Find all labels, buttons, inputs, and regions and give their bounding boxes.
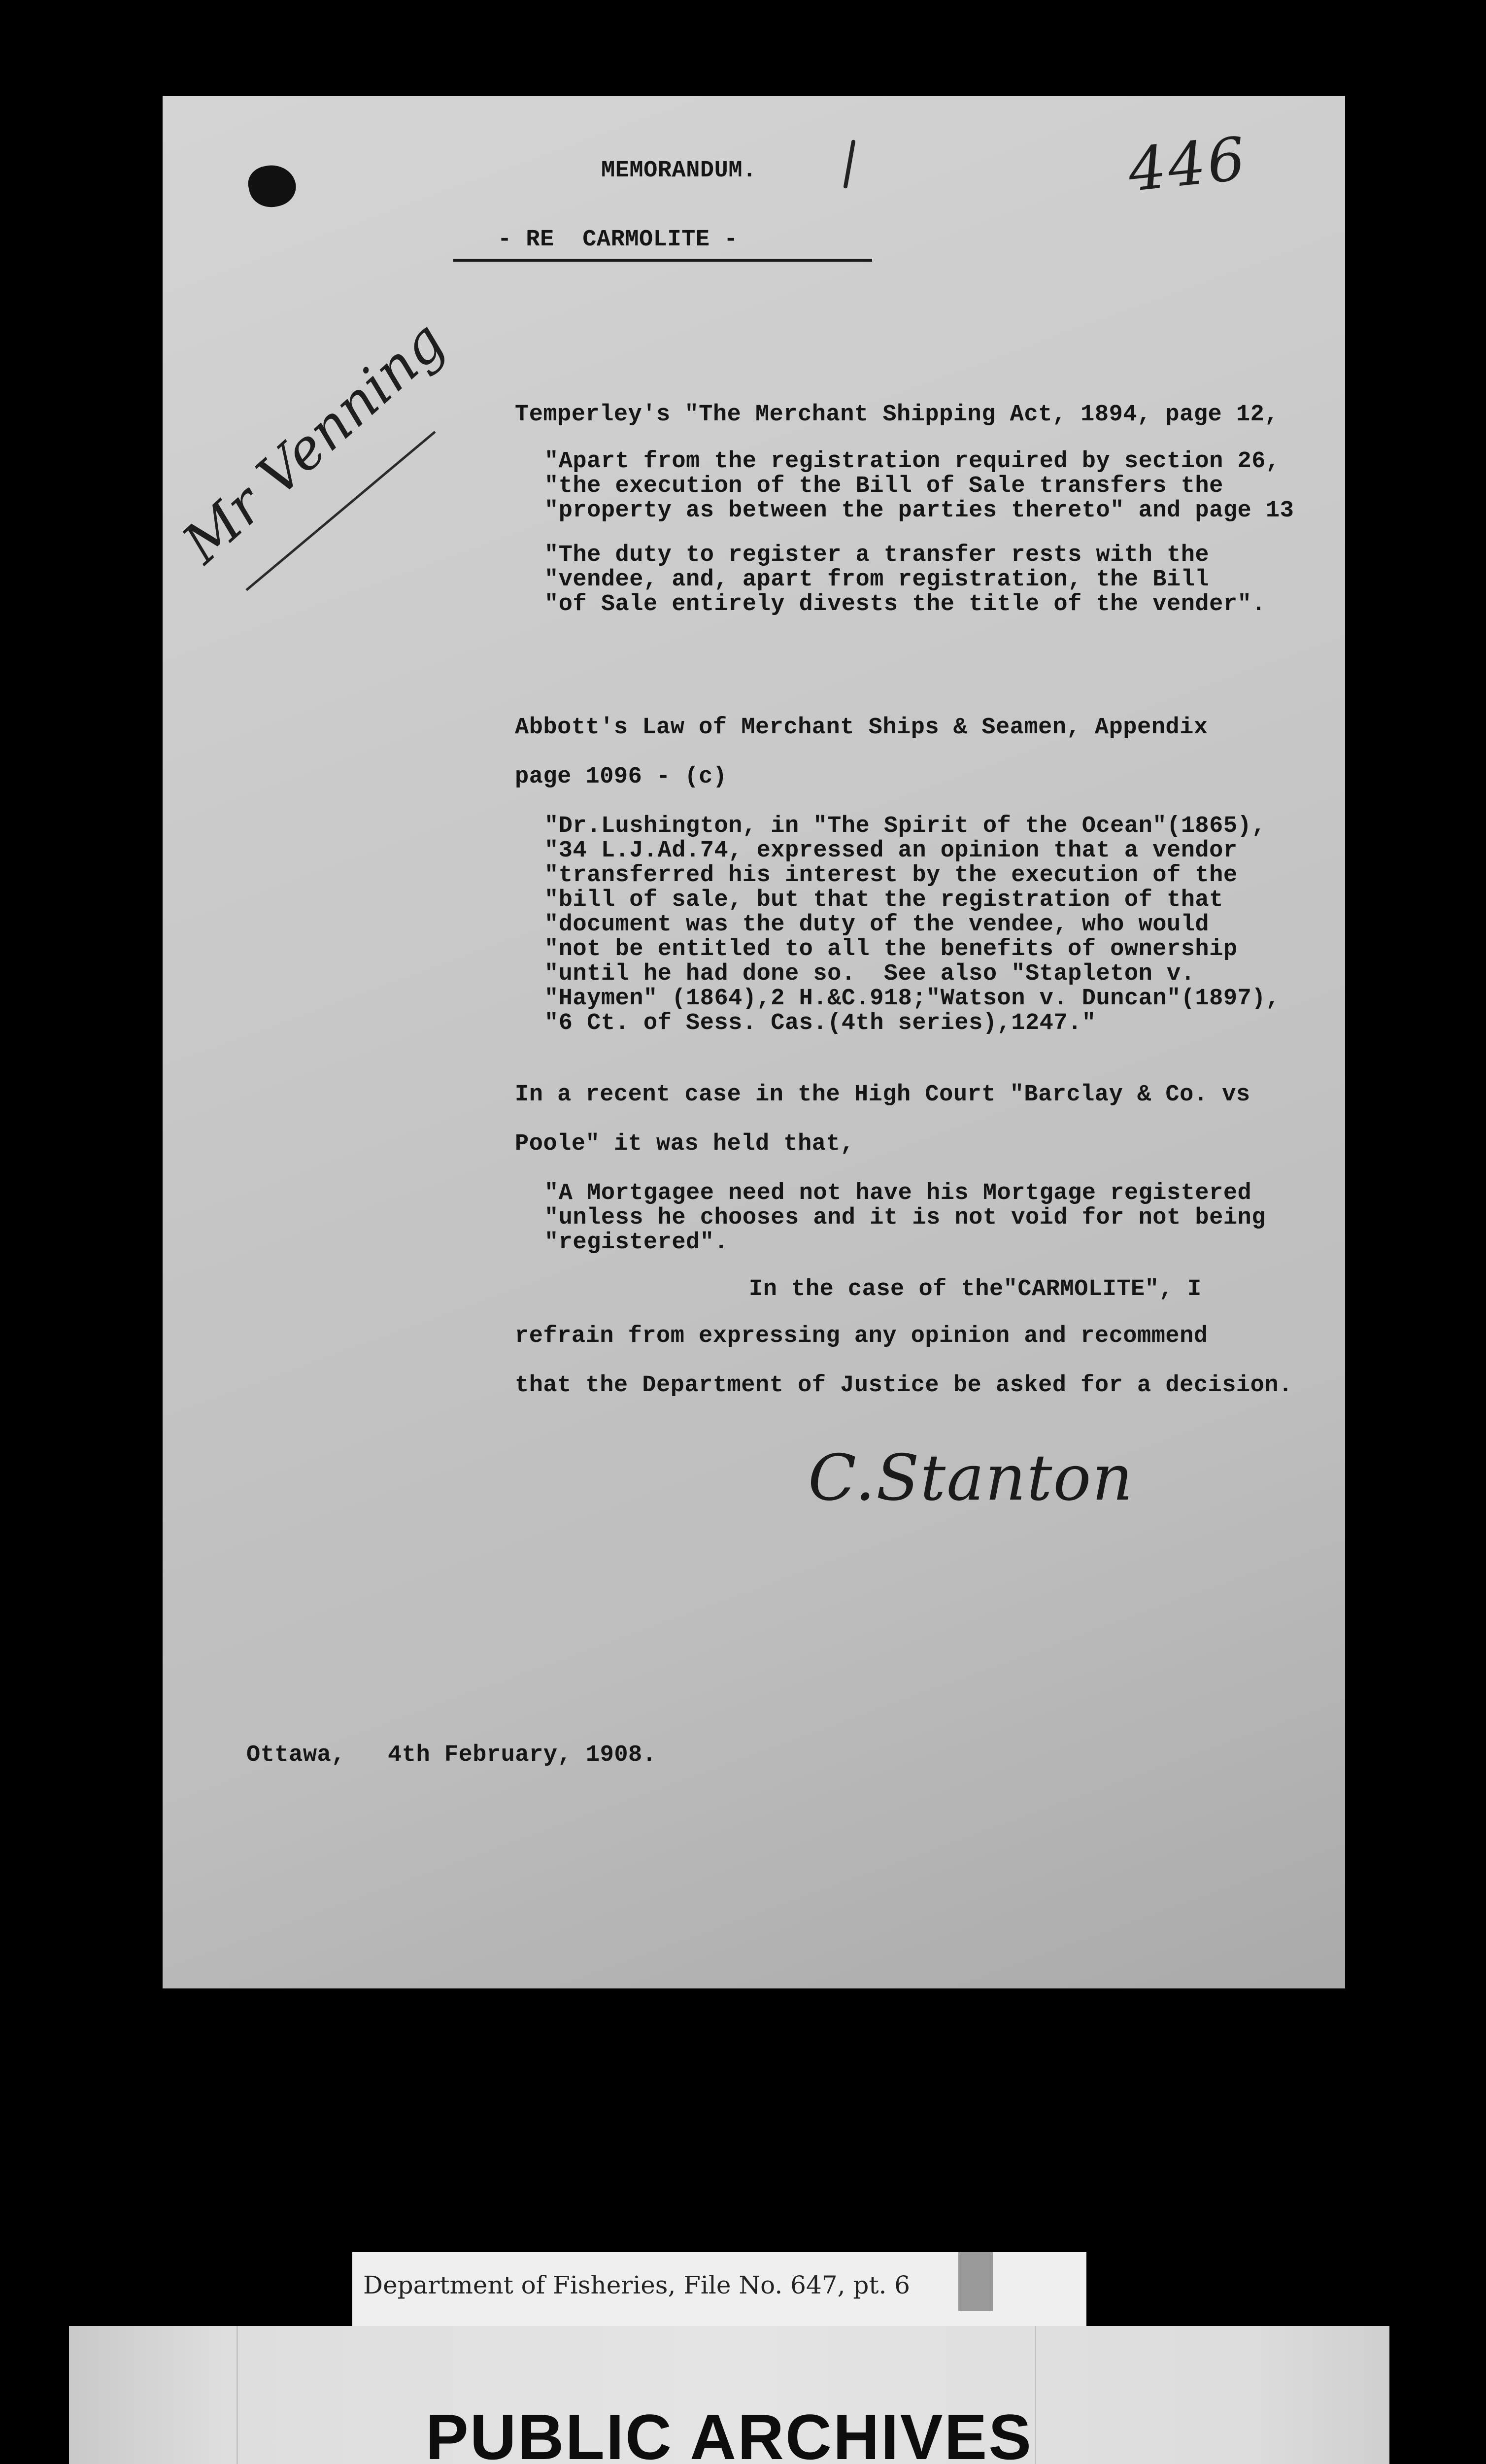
memo-line: "A Mortgagee need not have his Mortgage registered: [544, 1180, 1252, 1206]
file-reference-label: [352, 2252, 1086, 2331]
memo-line: "6 Ct. of Sess. Cas.(4th series),1247.": [544, 1010, 1096, 1036]
ink-stain: [245, 161, 300, 211]
memo-line: "34 L.J.Ad.74, expressed an opinion that a vendor: [544, 838, 1238, 864]
memo-line: page 1096 - (c): [515, 764, 727, 790]
memo-line: "document was the duty of the vendee, who would: [544, 912, 1210, 938]
memo-line: "bill of sale, but that the registration of that: [544, 887, 1223, 913]
date-line: Ottawa, 4th February, 1908.: [246, 1742, 657, 1768]
archives-stamp-box: [69, 2326, 1389, 2464]
memo-title: MEMORANDUM.: [601, 158, 757, 184]
subtitle-underline: [453, 259, 872, 262]
handwritten-margin-note: Mr Venning: [170, 308, 457, 576]
memo-line: "Apart from the registration required by section 26,: [544, 448, 1280, 475]
memo-line: In the case of the"CARMOLITE", I: [749, 1276, 1202, 1302]
memo-line: "transferred his interest by the execution of the: [544, 862, 1238, 889]
archives-line-english: PUBLIC ARCHIVES: [426, 2401, 1033, 2464]
memo-line: "property as between the parties thereto" and page 13: [544, 498, 1294, 524]
memorandum-sheet: [163, 96, 1345, 1988]
memo-line: Poole" it was held that,: [515, 1131, 854, 1157]
memo-line: "until he had done so. See also "Stapleton v.: [544, 961, 1195, 987]
memo-line: Temperley's "The Merchant Shipping Act, 1894, page 12,: [515, 402, 1279, 428]
memo-line: "unless he chooses and it is not void for not being: [544, 1205, 1266, 1231]
memo-line: "the execution of the Bill of Sale transfers the: [544, 473, 1223, 499]
handwritten-signature: C.Stanton: [808, 1441, 1134, 1515]
memo-line: "The duty to register a transfer rests with the: [544, 542, 1210, 568]
memo-line: "registered".: [544, 1230, 729, 1256]
memo-line: In a recent case in the High Court "Barclay & Co. vs: [515, 1082, 1250, 1108]
file-reference-text: Department of Fisheries, File No. 647, pt. 6: [363, 2271, 911, 2299]
label-smudge: [958, 2252, 993, 2311]
pencil-mark: [843, 139, 855, 189]
memo-line: "vendee, and, apart from registration, the Bill: [544, 567, 1210, 593]
memo-subtitle: - RE CARMOLITE -: [498, 227, 738, 253]
memo-line: "Haymen" (1864),2 H.&C.918;"Watson v. Duncan"(1897),: [544, 986, 1280, 1012]
memo-line: that the Department of Justice be asked for a decision.: [515, 1372, 1293, 1399]
memo-line: "of Sale entirely divests the title of the vender".: [544, 591, 1266, 617]
memo-line: Abbott's Law of Merchant Ships & Seamen, Appendix: [515, 715, 1208, 741]
memo-line: "not be entitled to all the benefits of ownership: [544, 936, 1238, 962]
memo-line: "Dr.Lushington, in "The Spirit of the Ocean"(1865),: [544, 813, 1266, 839]
handwritten-page-number: 446: [1125, 124, 1250, 205]
memo-line: refrain from expressing any opinion and recommend: [515, 1323, 1208, 1349]
